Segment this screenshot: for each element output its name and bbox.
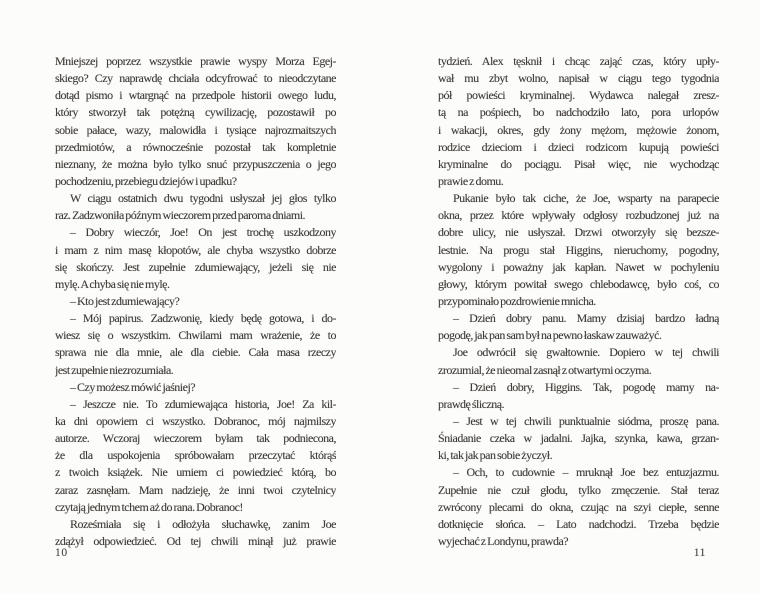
text-line: ka dni opowiem ci wszystko. Dobranoc, mój najmilszy bbox=[55, 413, 336, 428]
text-line: sprawa nie dla mnie, ale dla ciebie. Cała masa rzeczy bbox=[55, 345, 336, 360]
text-line: wał mu zbyt wolno, napisał w ciągu tego tygodnia bbox=[438, 71, 719, 86]
text-line: lestnie. Na progu stał Higgins, nieruchomy, pogodny, bbox=[438, 242, 719, 257]
text-line: Zupełnie nie czuł głodu, tylko zmęczenie. Stał teraz bbox=[438, 482, 719, 497]
text-line: który stworzył tak potężną cywilizację, pozostawił po bbox=[55, 105, 336, 120]
text-line: zaraz zasnęłam. Mam nadzieję, że inni twoi czytelnicy bbox=[55, 482, 336, 497]
text-line: kryminalne do pociągu. Pisał więc, nie wychodząc bbox=[438, 156, 719, 171]
text-line: rodzice dzieciom i dzieci rodzicom kupują powieści bbox=[438, 139, 719, 154]
text-line: – Mój papirus. Zadzwonię, kiedy będę gotowa, i do- bbox=[70, 311, 336, 326]
text-line: – Jest w tej chwili punktualnie siódma, proszę pana. bbox=[453, 413, 719, 428]
text-line: raz. Zadzwoniła późnym wieczorem przed paroma dniami. bbox=[55, 208, 306, 223]
page-number-left: 10 bbox=[55, 547, 68, 559]
text-line: ki, tak jak pan sobie życzył. bbox=[438, 448, 553, 463]
text-line: pochodzeniu, przebiegu dziejów i upadku? bbox=[55, 173, 237, 188]
text-line: wyjechać z Londynu, prawda? bbox=[438, 533, 569, 548]
page-number-right: 11 bbox=[693, 547, 706, 559]
text-line: wygolony i poważny jak kapłan. Nawet w pochyleniu bbox=[438, 259, 719, 274]
text-line: – Dzień dobry, Higgins. Tak, pogodę mamy na- bbox=[453, 379, 719, 394]
text-line: pół powieści kryminalnej. Wydawca nalegał zresz- bbox=[438, 88, 719, 103]
text-line: i wakacji, okres, gdy żony mężom, mężowie żonom, bbox=[438, 122, 719, 137]
text-line: Roześmiała się i odłożyła słuchawkę, zanim Joe bbox=[70, 516, 336, 531]
text-line: jest zupełnie niezrozumiała. bbox=[55, 362, 174, 377]
text-line: z twoich książek. Nie umiem ci powiedzieć którą, bo bbox=[55, 465, 336, 480]
text-line: – Och, to cudownie – mruknął Joe bez entuzjazmu. bbox=[453, 465, 719, 480]
text-line: Joe odwrócił się gwałtownie. Dopiero w tej chwili bbox=[453, 345, 719, 360]
text-line: Pukanie było tak ciche, że Joe, wsparty na parapecie bbox=[453, 191, 719, 206]
text-line: przypominało pozdrowienie mnicha. bbox=[438, 293, 596, 308]
text-line: sobie pałace, wazy, malowidła i tysiące najrozmaitszych bbox=[55, 122, 336, 137]
text-line: W ciągu ostatnich dwu tygodni usłyszał jej głos tylko bbox=[70, 191, 336, 206]
text-line: i mam z nim masę kłopotów, ale chyba wszystko dobrze bbox=[55, 242, 336, 257]
text-line: autorze. Wczoraj wieczorem byłam tak podniecona, bbox=[55, 431, 336, 446]
text-line: – Dobry wieczór, Joe! On jest trochę uszkodzony bbox=[70, 225, 336, 240]
text-line: pogodę, jak pan sam był na pewno łaskaw zauważyć. bbox=[438, 328, 662, 343]
text-line: tą na pośpiech, bo nadchodziło lato, pora urlopów bbox=[438, 105, 719, 120]
text-line: mylę. A chyba się nie mylę. bbox=[55, 276, 170, 291]
text-line: okna, przez które wpływały odgłosy rozbudzonej już na bbox=[438, 208, 719, 223]
left-page-text bbox=[55, 53, 336, 550]
text-line: – Kto jest zdumiewający? bbox=[70, 293, 180, 308]
text-line: czytają jednym tchem aż do rana. Dobranoc! bbox=[55, 499, 243, 514]
text-line: głowy, którym powitał swego chlebodawcę, było coś, co bbox=[438, 276, 719, 291]
right-page-text bbox=[438, 53, 719, 550]
text-line: skiego? Czy naprawdę chciała odcyfrować to nieodczytane bbox=[55, 71, 336, 86]
text-line: że dla uspokojenia spróbowałam przeczytać którąś bbox=[55, 448, 336, 463]
text-line: zrozumial, że nieomal zasnął z otwartymi oczyma. bbox=[438, 362, 652, 377]
text-line: zwrócony plecami do okna, czując na szyi ciepłe, senne bbox=[438, 499, 719, 514]
text-line: przedmiotów, a równocześnie pozostał tak kompletnie bbox=[55, 139, 336, 154]
text-line: tydzień. Alex tęsknił i chcąc zająć czas, który upły- bbox=[438, 54, 719, 68]
text-line: wiesz się o wszystkim. Chwilami mam wrażenie, że to bbox=[55, 328, 336, 343]
text-line: zdążył odpowiedzieć. Od tej chwili minął już prawie bbox=[55, 533, 336, 548]
text-line: dotąd pismo i wtargnąć na przedpole historii owego ludu, bbox=[55, 88, 336, 103]
text-line: prawie z domu. bbox=[438, 173, 504, 188]
text-line: – Jeszcze nie. To zdumiewająca historia, Joe! Za kil- bbox=[70, 396, 336, 411]
text-line: prawdę śliczną. bbox=[438, 396, 505, 411]
text-line: dotknięcie słońca. – Lato nadchodzi. Trzeba będzie bbox=[438, 516, 719, 531]
text-line: – Dzień dobry panu. Mamy dzisiaj bardzo ładną bbox=[453, 311, 719, 326]
text-line: nieznany, że można było tylko snuć przypuszczenia o jego bbox=[55, 156, 336, 171]
text-line: – Czy możesz mówić jaśniej? bbox=[70, 379, 196, 394]
text-line: się skończy. Jest zupełnie zdumiewający, jeżeli się nie bbox=[55, 259, 336, 274]
text-line: Śniadanie czeka w jadalni. Jajka, szynka, kawa, grzan- bbox=[438, 431, 719, 446]
text-line: dobre ulicy, nie usłyszał. Drzwi otworzyły się bezsze- bbox=[438, 225, 719, 240]
text-line: Mniejszej poprzez wszystkie prawie wyspy Morza Egej- bbox=[55, 54, 336, 68]
